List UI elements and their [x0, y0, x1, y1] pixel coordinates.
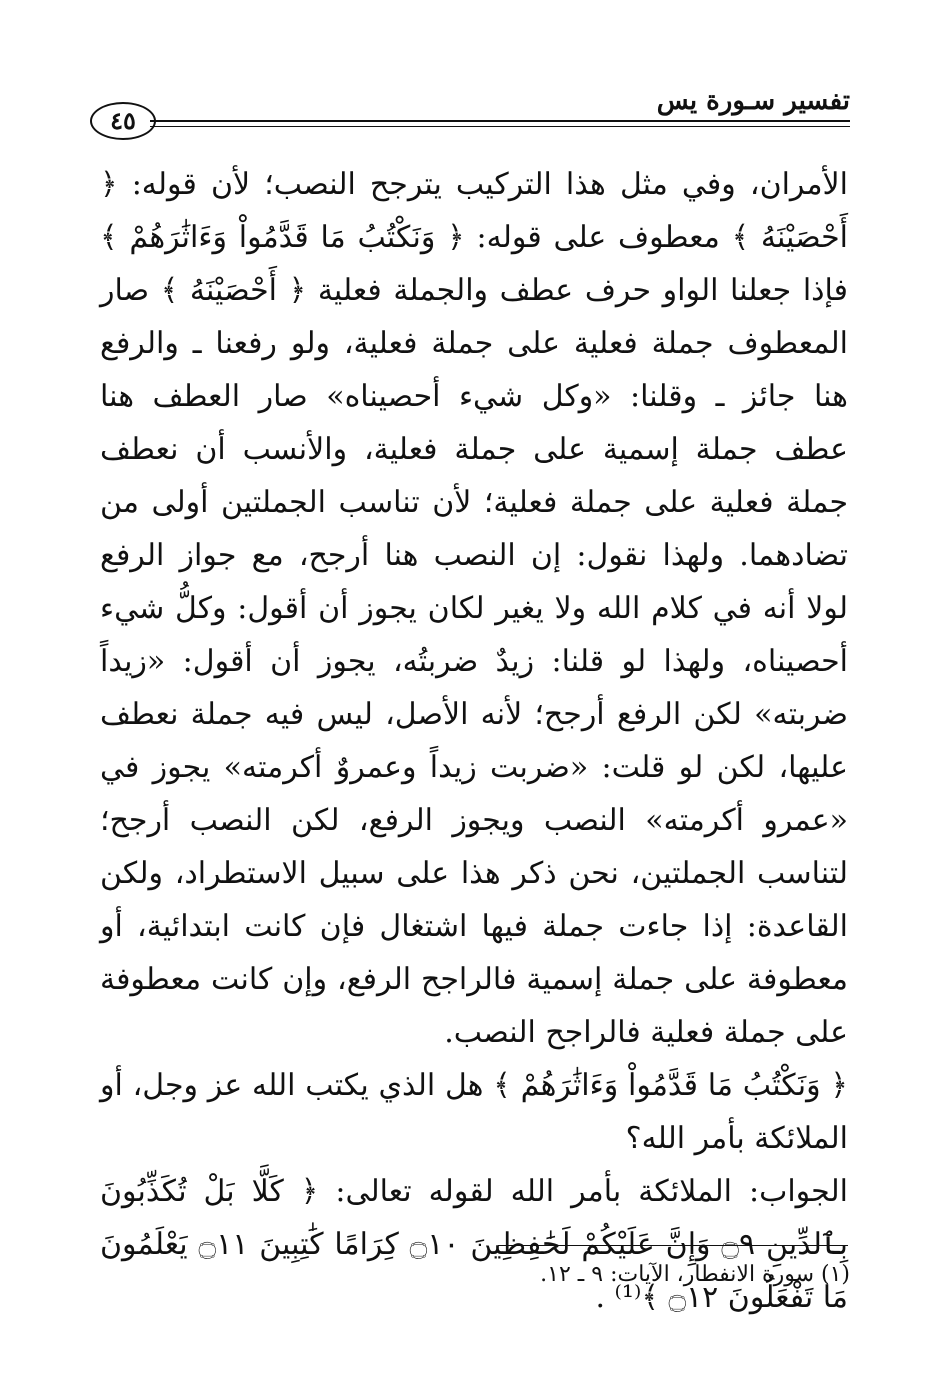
- running-title: تفسير سـورة يس: [656, 86, 850, 116]
- page-number-badge: ٤٥: [90, 102, 156, 140]
- footnote-separator: [498, 1245, 848, 1246]
- footnote: (١) سورة الانفطار، الآيات: ٩ ـ ١٢.: [540, 1262, 850, 1287]
- header-rule-thin: [150, 126, 850, 127]
- header-rule: [150, 120, 850, 122]
- paragraph-2: ﴿ وَنَكْتُبُ مَا قَدَّمُواْ وَءَاثَٰرَهُمْ ﴾ هل الذي يكتب الله عز وجل، أو الملائكة بأمر الله؟: [100, 1068, 848, 1156]
- paragraph-1: الأمران، وفي مثل هذا التركيب يترجح النصب؛ لأن قوله: ﴿ أَحْصَيْنَهُ ﴾ معطوف على قوله: ﴿ وَنَكْتُبُ مَا قَدَّمُواْ وَءَاثَٰرَهُمْ ﴾ فإذا جعلنا الواو حرف عطف والجملة فعلية ﴿ أَحْصَيْنَهُ ﴾ صار المعطوف جملة فعلية على جملة فعلية، ولو رفعنا ـ والرفع هنا جائز ـ وقلنا: «وكل شيء أحصيناه» صار العطف هنا عطف جملة إسمية على جملة فعلية، والأنسب أن نعطف جملة فعلية على جملة فعلية؛ لأن تناسب الجملتين أولى من تضادهما. ولهذا نقول: إن النصب هنا أرجح، مع جواز الرفع لولا أنه في كلام الله ولا يغير لكان يجوز أن أقول: وكلُّ شيء أحصيناه، ولهذا لو قلنا: زيدٌ ضربتُه، يجوز أن أقول: «زيداً ضربته» لكن الرفع أرجح؛ لأنه الأصل، ليس فيه جملة نعطف عليها، لكن لو قلت: «ضربت زيداً وعمروٌ أكرمته» يجوز في «عمرو أكرمته» النصب ويجوز الرفع، لكن النصب أرجح؛ لتناسب الجملتين، نحن ذكر هذا على سبيل الاستطراد، ولكن القاعدة: إذا جاءت جملة فيها اشتغال فإن كانت ابتدائية، أو معطوفة على جملة إسمية فالراجح الرفع، وإن كانت معطوفة على جملة فعلية فالراجح النصب.: [100, 167, 849, 1050]
- main-text: [100, 158, 848, 1324]
- page-header: [90, 82, 850, 142]
- paragraph-3: الجواب: الملائكة بأمر الله لقوله تعالى: ﴿ كَلَّا بَلْ تُكَذِّبُونَ بِٱلدِّينِ ۝٩ وَإِنَّ عَلَيْكُمْ لَحَٰفِظِينَ ۝١٠ كِرَامًا كَٰتِبِينَ ۝١١ يَعْلَمُونَ مَا تَفْعَلُونَ ۝١٢ ﴾⁽¹⁾ .: [100, 1174, 848, 1315]
